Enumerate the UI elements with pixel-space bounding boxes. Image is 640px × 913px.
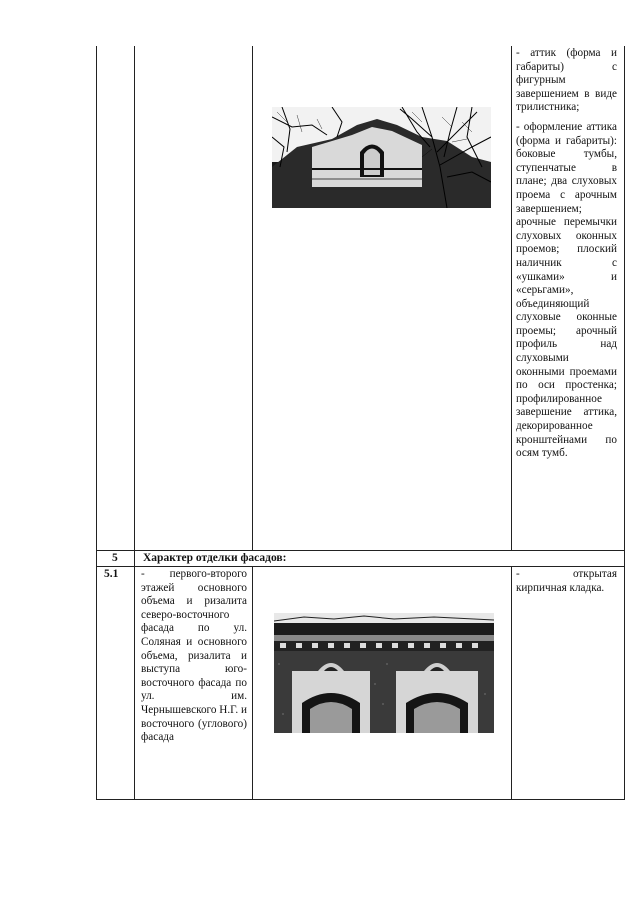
attic-item-2: - оформление аттика (форма и габариты): боковые тумбы, ступенчатые в плане; два слуховых проема с арочным завершением; арочные перемычки слуховых оконных проемов; плоский наличник с «ушками» и «серьгами», объединяющий слуховые оконные проемы; арочный профиль над слуховыми оконными проемами по оси простенка; профилированное завершение аттика, декорированное кронштейнами по осям тумб. (516, 120, 617, 460)
row-requirement (516, 568, 617, 601)
section-title: Характер отделки фасадов: (143, 552, 287, 564)
column-divider-2-lower (252, 566, 253, 800)
section-5-bottom-border (96, 566, 625, 567)
attic-photo (272, 107, 491, 208)
attic-item-1: - аттик (форма и габариты) с фигурным завершением в виде трилистника; (516, 47, 617, 114)
attic-requirements (516, 47, 617, 467)
column-divider-2 (252, 46, 253, 550)
column-divider-1 (134, 46, 135, 800)
facade-requirement: - открытая кирпичная кладка. (516, 568, 617, 594)
facade-description: - первого-второго этажей основного объема и ризалита северо-восточного фасада по ул. Соляная и основного объема, ризалита и выступа юго-восточного фасада по ул. им. Чернышевского Н.Г. и восточного (углового) фасада (141, 568, 247, 744)
table-border-left (96, 46, 97, 800)
row-number: 5.1 (104, 568, 119, 580)
facade-finish-photo (274, 613, 494, 733)
section-5-top-border (96, 550, 625, 551)
column-divider-3-lower (511, 566, 512, 800)
table-border-right (624, 46, 625, 800)
column-divider-3 (511, 46, 512, 550)
section-number: 5 (112, 552, 118, 564)
table-bottom-border (96, 799, 625, 800)
row-description (141, 568, 247, 751)
